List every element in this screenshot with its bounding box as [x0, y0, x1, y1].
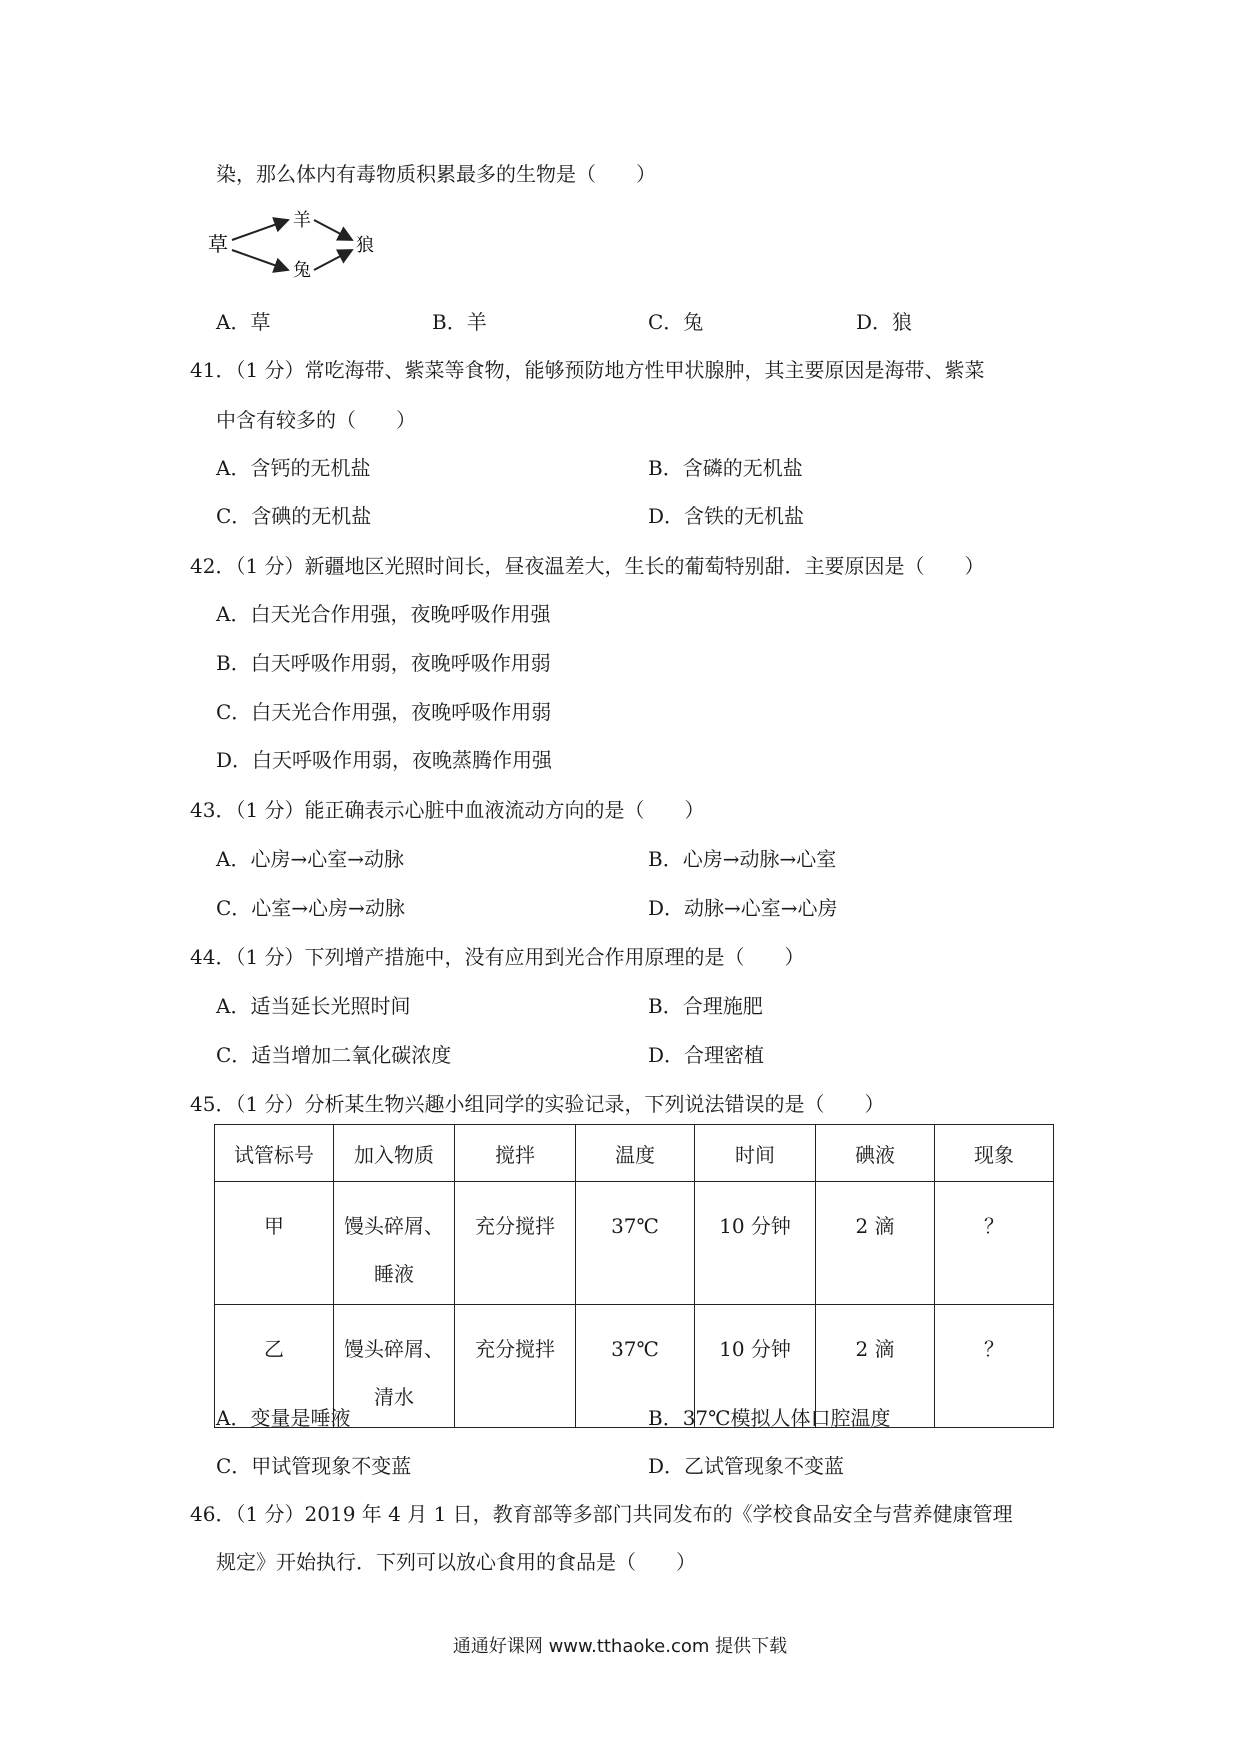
q41-option-d: D．含铁的无机盐 [648, 504, 805, 528]
experiment-table [214, 1124, 1054, 1428]
question-41-text: 41．（1 分）常吃海带、紫菜等食物，能够预防地方性甲状腺肿，其主要原因是海带、紫菜 [190, 358, 985, 382]
q44-option-a: A．适当延长光照时间 [216, 994, 411, 1018]
cell-substance-line2: 清水 [374, 1385, 414, 1409]
arrow-rabbit-wolf [314, 250, 352, 270]
arrow-grass-rabbit [232, 250, 288, 270]
question-46-text: 46．（1 分）2019 年 4 月 1 日，教育部等多部门共同发布的《学校食品安全与营养健康管理 [190, 1502, 1013, 1526]
header-substance: 加入物质 [334, 1125, 455, 1182]
header-phenomenon: 现象 [935, 1125, 1054, 1182]
question-45-text: 45．（1 分）分析某生物兴趣小组同学的实验记录，下列说法错误的是（ ） [190, 1092, 885, 1116]
q40-option-a: A．草 [216, 310, 271, 334]
q43-option-d: D．动脉→心室→心房 [648, 896, 838, 920]
header-stirring: 搅拌 [455, 1125, 576, 1182]
q42-option-c: C．白天光合作用强，夜晚呼吸作用弱 [216, 700, 552, 724]
q44-option-b: B．合理施肥 [648, 994, 763, 1018]
cell-phenomenon: ？ [935, 1182, 1054, 1305]
question-40-text: 染，那么体内有毒物质积累最多的生物是（ ） [216, 162, 656, 186]
cell-temperature: 37℃ [576, 1182, 695, 1305]
q43-option-a: A．心房→心室→动脉 [216, 847, 404, 871]
q45-option-a: A．变量是唾液 [216, 1406, 351, 1430]
cell-tube: 甲 [215, 1182, 334, 1305]
q45-option-d: D．乙试管现象不变蓝 [648, 1454, 845, 1478]
node-wolf: 狼 [356, 235, 374, 256]
header-temperature: 温度 [576, 1125, 695, 1182]
q40-option-d: D．狼 [856, 310, 913, 334]
cell-iodine: 2 滴 [816, 1182, 935, 1305]
cell-substance-line2: 睡液 [374, 1262, 414, 1286]
q44-option-d: D．合理密植 [648, 1043, 765, 1067]
question-46-text-cont: 规定》开始执行．下列可以放心食用的食品是（ ） [216, 1550, 696, 1574]
cell-time: 10 分钟 [695, 1182, 816, 1305]
cell-iodine: 2 滴 [816, 1305, 935, 1428]
q44-option-c: C．适当增加二氧化碳浓度 [216, 1043, 452, 1067]
cell-time: 10 分钟 [695, 1305, 816, 1428]
cell-phenomenon: ？ [935, 1305, 1054, 1428]
node-sheep: 羊 [293, 210, 311, 231]
question-43-text: 43．（1 分）能正确表示心脏中血液流动方向的是（ ） [190, 798, 705, 822]
node-rabbit: 兔 [293, 260, 311, 281]
q42-option-b: B．白天呼吸作用弱，夜晚呼吸作用弱 [216, 651, 551, 675]
q41-option-c: C．含碘的无机盐 [216, 504, 372, 528]
q42-option-d: D．白天呼吸作用弱，夜晚蒸腾作用强 [216, 748, 553, 772]
q45-option-c: C．甲试管现象不变蓝 [216, 1454, 412, 1478]
node-grass: 草 [208, 232, 228, 256]
arrow-sheep-wolf [314, 220, 352, 240]
question-44-text: 44．（1 分）下列增产措施中，没有应用到光合作用原理的是（ ） [190, 945, 805, 969]
cell-temperature: 37℃ [576, 1305, 695, 1428]
cell-substance-line1: 馒头碎屑、 [344, 1337, 444, 1361]
q43-option-b: B．心房→动脉→心室 [648, 847, 837, 871]
question-42-text: 42．（1 分）新疆地区光照时间长，昼夜温差大，生长的葡萄特别甜．主要原因是（ ） [190, 554, 985, 578]
page-footer: 通通好课网 www.tthaoke.com 提供下载 [452, 1636, 788, 1657]
table-header-row [215, 1125, 1054, 1182]
food-chain-diagram [208, 206, 388, 284]
q45-option-b: B．37℃模拟人体口腔温度 [648, 1406, 891, 1430]
table-row [215, 1182, 1054, 1305]
header-tube-id: 试管标号 [215, 1125, 334, 1182]
q41-option-a: A．含钙的无机盐 [216, 456, 371, 480]
q42-option-a: A．白天光合作用强，夜晚呼吸作用强 [216, 602, 551, 626]
q40-option-c: C．兔 [648, 310, 704, 334]
cell-substance [334, 1182, 455, 1305]
cell-stirring: 充分搅拌 [455, 1182, 576, 1305]
cell-stirring: 充分搅拌 [455, 1305, 576, 1428]
q40-option-b: B．羊 [432, 310, 487, 334]
cell-substance [334, 1305, 455, 1428]
q41-option-b: B．含磷的无机盐 [648, 456, 803, 480]
cell-tube: 乙 [215, 1305, 334, 1428]
header-iodine: 碘液 [816, 1125, 935, 1182]
header-time: 时间 [695, 1125, 816, 1182]
q43-option-c: C．心室→心房→动脉 [216, 896, 405, 920]
cell-substance-line1: 馒头碎屑、 [344, 1214, 444, 1238]
arrow-grass-sheep [232, 220, 288, 240]
question-41-text-cont: 中含有较多的（ ） [216, 408, 416, 432]
